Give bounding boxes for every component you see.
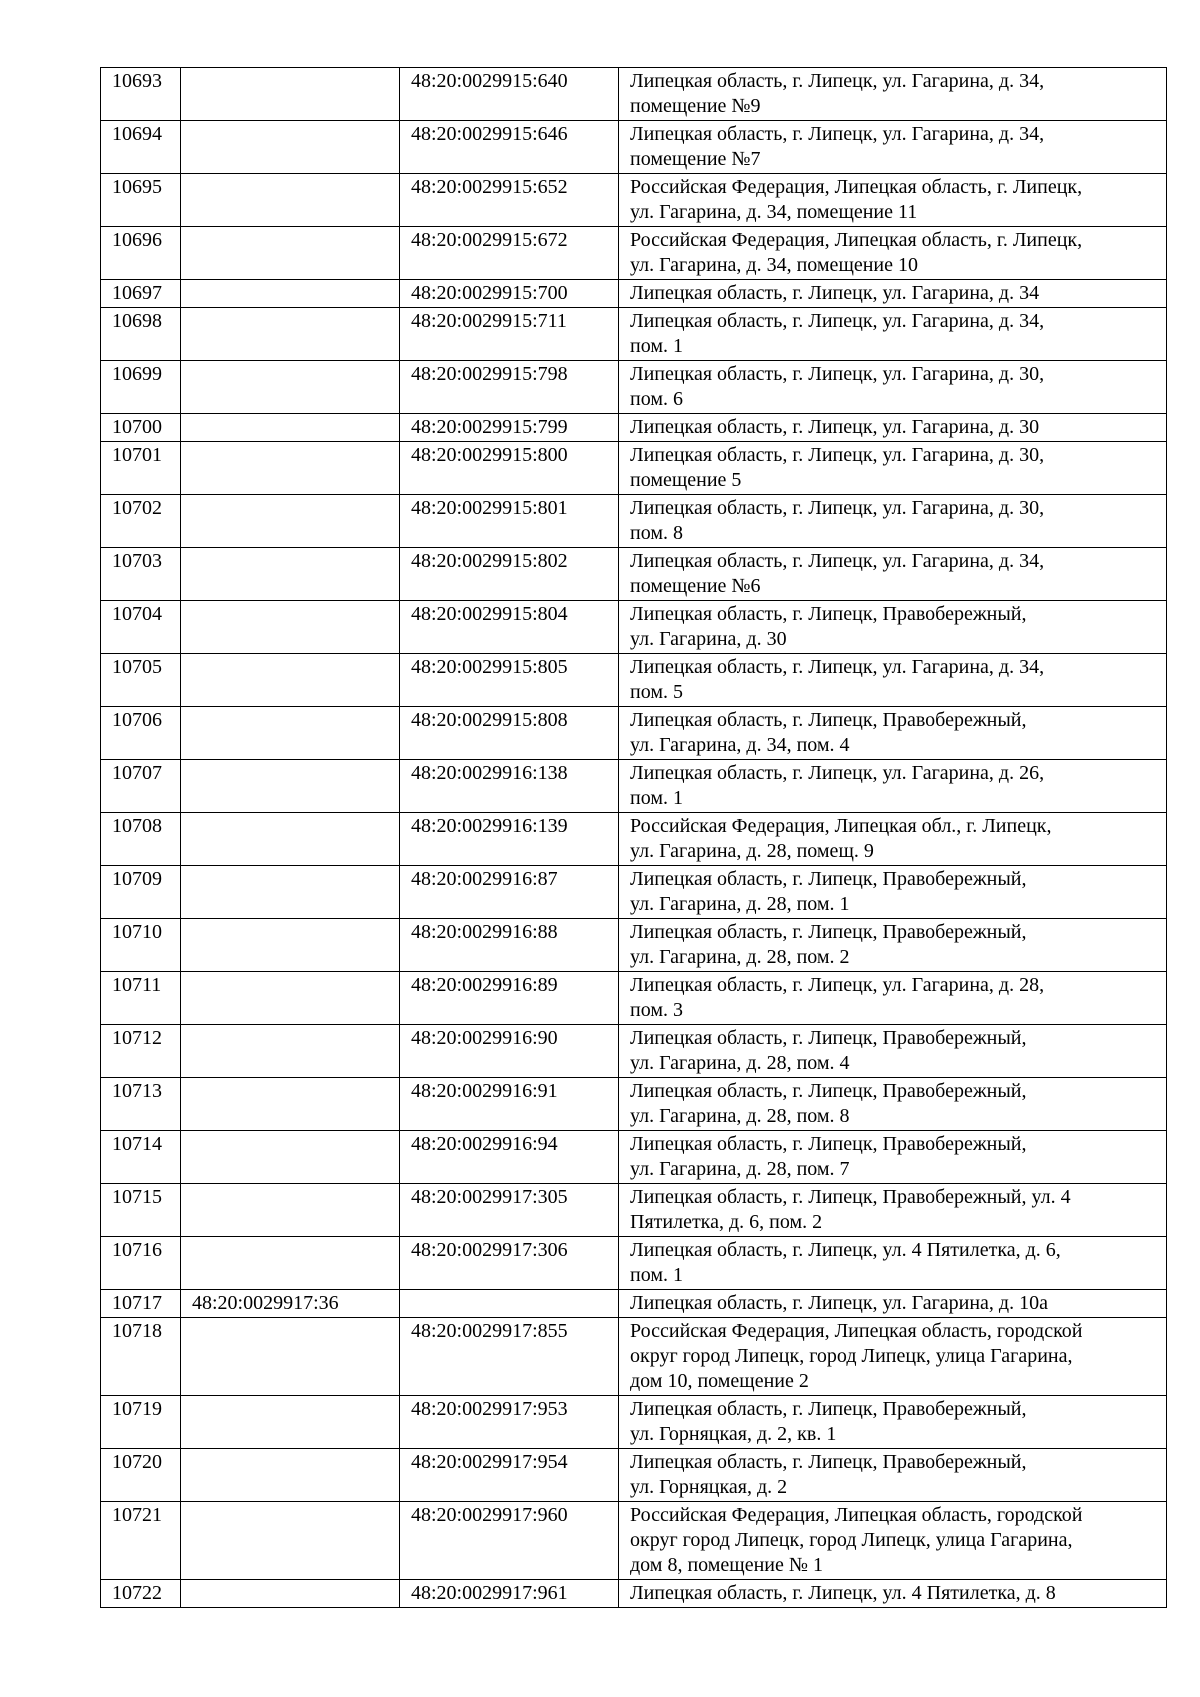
cadastral-number-cell: 48:20:0029916:87 xyxy=(400,866,619,919)
row-number-cell: 10719 xyxy=(101,1396,181,1449)
table-row xyxy=(101,1396,1167,1449)
table-row xyxy=(101,972,1167,1025)
table-row xyxy=(101,1078,1167,1131)
row-number-cell: 10696 xyxy=(101,227,181,280)
table-row xyxy=(101,174,1167,227)
table-row xyxy=(101,361,1167,414)
cadastral-number-cell: 48:20:0029915:801 xyxy=(400,495,619,548)
table-row xyxy=(101,1502,1167,1580)
cadastral-number-cell xyxy=(181,174,400,227)
address-cell: Липецкая область, г. Липецк, Правобережный, ул. 4 Пятилетка, д. 6, пом. 2 xyxy=(619,1184,1167,1237)
cadastral-number-cell xyxy=(181,495,400,548)
address-cell: Липецкая область, г. Липецк, ул. Гагарина, д. 30, пом. 8 xyxy=(619,495,1167,548)
row-number-cell: 10707 xyxy=(101,760,181,813)
table-row xyxy=(101,1237,1167,1290)
cadastral-number-cell xyxy=(181,442,400,495)
row-number-cell: 10703 xyxy=(101,548,181,601)
cadastral-number-cell xyxy=(181,866,400,919)
address-cell: Липецкая область, г. Липецк, ул. Гагарина, д. 30, пом. 6 xyxy=(619,361,1167,414)
row-number-cell: 10717 xyxy=(101,1290,181,1318)
cadastral-number-cell: 48:20:0029917:36 xyxy=(181,1290,400,1318)
table-row xyxy=(101,121,1167,174)
address-cell: Липецкая область, г. Липецк, ул. Гагарина, д. 34 xyxy=(619,280,1167,308)
row-number-cell: 10715 xyxy=(101,1184,181,1237)
table-row xyxy=(101,227,1167,280)
address-cell: Липецкая область, г. Липецк, Правобережный, ул. Горняцкая, д. 2 xyxy=(619,1449,1167,1502)
cadastral-number-cell: 48:20:0029915:804 xyxy=(400,601,619,654)
cadastral-number-cell: 48:20:0029916:91 xyxy=(400,1078,619,1131)
address-cell: Липецкая область, г. Липецк, Правобережный, ул. Горняцкая, д. 2, кв. 1 xyxy=(619,1396,1167,1449)
cadastral-number-cell: 48:20:0029917:960 xyxy=(400,1502,619,1580)
cadastral-number-cell xyxy=(181,813,400,866)
row-number-cell: 10705 xyxy=(101,654,181,707)
cadastral-number-cell xyxy=(181,548,400,601)
row-number-cell: 10721 xyxy=(101,1502,181,1580)
cadastral-number-cell xyxy=(400,1290,619,1318)
cadastral-number-cell xyxy=(181,1318,400,1396)
table-row xyxy=(101,68,1167,121)
address-cell: Липецкая область, г. Липецк, Правобережный, ул. Гагарина, д. 28, пом. 7 xyxy=(619,1131,1167,1184)
address-cell: Российская Федерация, Липецкая область, городской округ город Липецк, город Липецк, улица Гагарина, дом 10, помещение 2 xyxy=(619,1318,1167,1396)
cadastral-number-cell: 48:20:0029915:808 xyxy=(400,707,619,760)
cadastral-number-cell: 48:20:0029915:640 xyxy=(400,68,619,121)
address-cell: Липецкая область, г. Липецк, Правобережный, ул. Гагарина, д. 34, пом. 4 xyxy=(619,707,1167,760)
row-number-cell: 10714 xyxy=(101,1131,181,1184)
row-number-cell: 10706 xyxy=(101,707,181,760)
registry-table-body xyxy=(101,68,1167,1608)
table-row xyxy=(101,442,1167,495)
cadastral-number-cell: 48:20:0029915:799 xyxy=(400,414,619,442)
row-number-cell: 10718 xyxy=(101,1318,181,1396)
cadastral-number-cell: 48:20:0029916:138 xyxy=(400,760,619,813)
cadastral-number-cell: 48:20:0029915:802 xyxy=(400,548,619,601)
cadastral-number-cell: 48:20:0029917:953 xyxy=(400,1396,619,1449)
cadastral-number-cell xyxy=(181,1396,400,1449)
table-row xyxy=(101,1025,1167,1078)
row-number-cell: 10712 xyxy=(101,1025,181,1078)
table-row xyxy=(101,280,1167,308)
cadastral-number-cell: 48:20:0029915:700 xyxy=(400,280,619,308)
address-cell: Липецкая область, г. Липецк, Правобережный, ул. Гагарина, д. 28, пом. 4 xyxy=(619,1025,1167,1078)
row-number-cell: 10708 xyxy=(101,813,181,866)
cadastral-number-cell xyxy=(181,919,400,972)
cadastral-number-cell: 48:20:0029916:89 xyxy=(400,972,619,1025)
cadastral-number-cell: 48:20:0029916:88 xyxy=(400,919,619,972)
table-row xyxy=(101,308,1167,361)
address-cell: Липецкая область, г. Липецк, ул. Гагарина, д. 30, помещение 5 xyxy=(619,442,1167,495)
cadastral-number-cell xyxy=(181,1184,400,1237)
table-row xyxy=(101,1131,1167,1184)
address-cell: Российская Федерация, Липецкая область, городской округ город Липецк, город Липецк, улица Гагарина, дом 8, помещение № 1 xyxy=(619,1502,1167,1580)
table-row xyxy=(101,760,1167,813)
address-cell: Липецкая область, г. Липецк, ул. Гагарина, д. 30 xyxy=(619,414,1167,442)
table-row xyxy=(101,495,1167,548)
table-row xyxy=(101,919,1167,972)
row-number-cell: 10709 xyxy=(101,866,181,919)
cadastral-number-cell: 48:20:0029917:954 xyxy=(400,1449,619,1502)
table-row xyxy=(101,866,1167,919)
row-number-cell: 10713 xyxy=(101,1078,181,1131)
address-cell: Липецкая область, г. Липецк, Правобережный, ул. Гагарина, д. 28, пом. 2 xyxy=(619,919,1167,972)
cadastral-number-cell: 48:20:0029917:306 xyxy=(400,1237,619,1290)
table-row xyxy=(101,1449,1167,1502)
cadastral-number-cell xyxy=(181,1025,400,1078)
cadastral-number-cell: 48:20:0029915:805 xyxy=(400,654,619,707)
address-cell: Липецкая область, г. Липецк, ул. Гагарина, д. 28, пом. 3 xyxy=(619,972,1167,1025)
table-row xyxy=(101,1290,1167,1318)
row-number-cell: 10695 xyxy=(101,174,181,227)
cadastral-number-cell xyxy=(181,601,400,654)
cadastral-number-cell xyxy=(181,654,400,707)
cadastral-number-cell: 48:20:0029917:961 xyxy=(400,1580,619,1608)
cadastral-number-cell xyxy=(181,361,400,414)
cadastral-number-cell xyxy=(181,1131,400,1184)
cadastral-number-cell xyxy=(181,121,400,174)
address-cell: Российская Федерация, Липецкая область, г. Липецк, ул. Гагарина, д. 34, помещение 10 xyxy=(619,227,1167,280)
row-number-cell: 10700 xyxy=(101,414,181,442)
cadastral-number-cell xyxy=(181,308,400,361)
row-number-cell: 10704 xyxy=(101,601,181,654)
row-number-cell: 10699 xyxy=(101,361,181,414)
address-cell: Липецкая область, г. Липецк, ул. Гагарина, д. 34, помещение №7 xyxy=(619,121,1167,174)
row-number-cell: 10702 xyxy=(101,495,181,548)
cadastral-number-cell xyxy=(181,972,400,1025)
cadastral-number-cell xyxy=(181,1449,400,1502)
cadastral-number-cell xyxy=(181,1580,400,1608)
address-cell: Липецкая область, г. Липецк, ул. 4 Пятилетка, д. 8 xyxy=(619,1580,1167,1608)
row-number-cell: 10698 xyxy=(101,308,181,361)
cadastral-number-cell xyxy=(181,1237,400,1290)
cadastral-number-cell xyxy=(181,707,400,760)
cadastral-number-cell: 48:20:0029917:855 xyxy=(400,1318,619,1396)
address-cell: Липецкая область, г. Липецк, ул. Гагарина, д. 26, пом. 1 xyxy=(619,760,1167,813)
address-cell: Липецкая область, г. Липецк, ул. Гагарина, д. 10а xyxy=(619,1290,1167,1318)
row-number-cell: 10697 xyxy=(101,280,181,308)
table-row xyxy=(101,707,1167,760)
cadastral-number-cell xyxy=(181,414,400,442)
address-cell: Российская Федерация, Липецкая область, г. Липецк, ул. Гагарина, д. 34, помещение 11 xyxy=(619,174,1167,227)
cadastral-number-cell: 48:20:0029916:90 xyxy=(400,1025,619,1078)
table-row xyxy=(101,813,1167,866)
table-row xyxy=(101,1184,1167,1237)
table-row xyxy=(101,1580,1167,1608)
row-number-cell: 10693 xyxy=(101,68,181,121)
row-number-cell: 10711 xyxy=(101,972,181,1025)
address-cell: Липецкая область, г. Липецк, ул. 4 Пятилетка, д. 6, пом. 1 xyxy=(619,1237,1167,1290)
table-row xyxy=(101,414,1167,442)
address-cell: Липецкая область, г. Липецк, Правобережный, ул. Гагарина, д. 28, пом. 1 xyxy=(619,866,1167,919)
cadastral-number-cell: 48:20:0029915:646 xyxy=(400,121,619,174)
property-registry-table xyxy=(100,67,1167,1608)
cadastral-number-cell: 48:20:0029916:94 xyxy=(400,1131,619,1184)
row-number-cell: 10701 xyxy=(101,442,181,495)
table-row xyxy=(101,1318,1167,1396)
cadastral-number-cell: 48:20:0029915:798 xyxy=(400,361,619,414)
table-row xyxy=(101,654,1167,707)
address-cell: Липецкая область, г. Липецк, ул. Гагарина, д. 34, пом. 5 xyxy=(619,654,1167,707)
cadastral-number-cell xyxy=(181,68,400,121)
address-cell: Липецкая область, г. Липецк, ул. Гагарина, д. 34, помещение №9 xyxy=(619,68,1167,121)
address-cell: Липецкая область, г. Липецк, Правобережный, ул. Гагарина, д. 28, пом. 8 xyxy=(619,1078,1167,1131)
cadastral-number-cell xyxy=(181,1502,400,1580)
cadastral-number-cell: 48:20:0029917:305 xyxy=(400,1184,619,1237)
address-cell: Российская Федерация, Липецкая обл., г. Липецк, ул. Гагарина, д. 28, помещ. 9 xyxy=(619,813,1167,866)
cadastral-number-cell xyxy=(181,760,400,813)
cadastral-number-cell: 48:20:0029915:672 xyxy=(400,227,619,280)
row-number-cell: 10722 xyxy=(101,1580,181,1608)
cadastral-number-cell: 48:20:0029916:139 xyxy=(400,813,619,866)
row-number-cell: 10716 xyxy=(101,1237,181,1290)
address-cell: Липецкая область, г. Липецк, ул. Гагарина, д. 34, помещение №6 xyxy=(619,548,1167,601)
address-cell: Липецкая область, г. Липецк, Правобережный, ул. Гагарина, д. 30 xyxy=(619,601,1167,654)
cadastral-number-cell xyxy=(181,227,400,280)
table-row xyxy=(101,601,1167,654)
cadastral-number-cell xyxy=(181,1078,400,1131)
cadastral-number-cell: 48:20:0029915:711 xyxy=(400,308,619,361)
address-cell: Липецкая область, г. Липецк, ул. Гагарина, д. 34, пом. 1 xyxy=(619,308,1167,361)
cadastral-number-cell: 48:20:0029915:652 xyxy=(400,174,619,227)
row-number-cell: 10694 xyxy=(101,121,181,174)
table-row xyxy=(101,548,1167,601)
cadastral-number-cell xyxy=(181,280,400,308)
row-number-cell: 10710 xyxy=(101,919,181,972)
row-number-cell: 10720 xyxy=(101,1449,181,1502)
cadastral-number-cell: 48:20:0029915:800 xyxy=(400,442,619,495)
